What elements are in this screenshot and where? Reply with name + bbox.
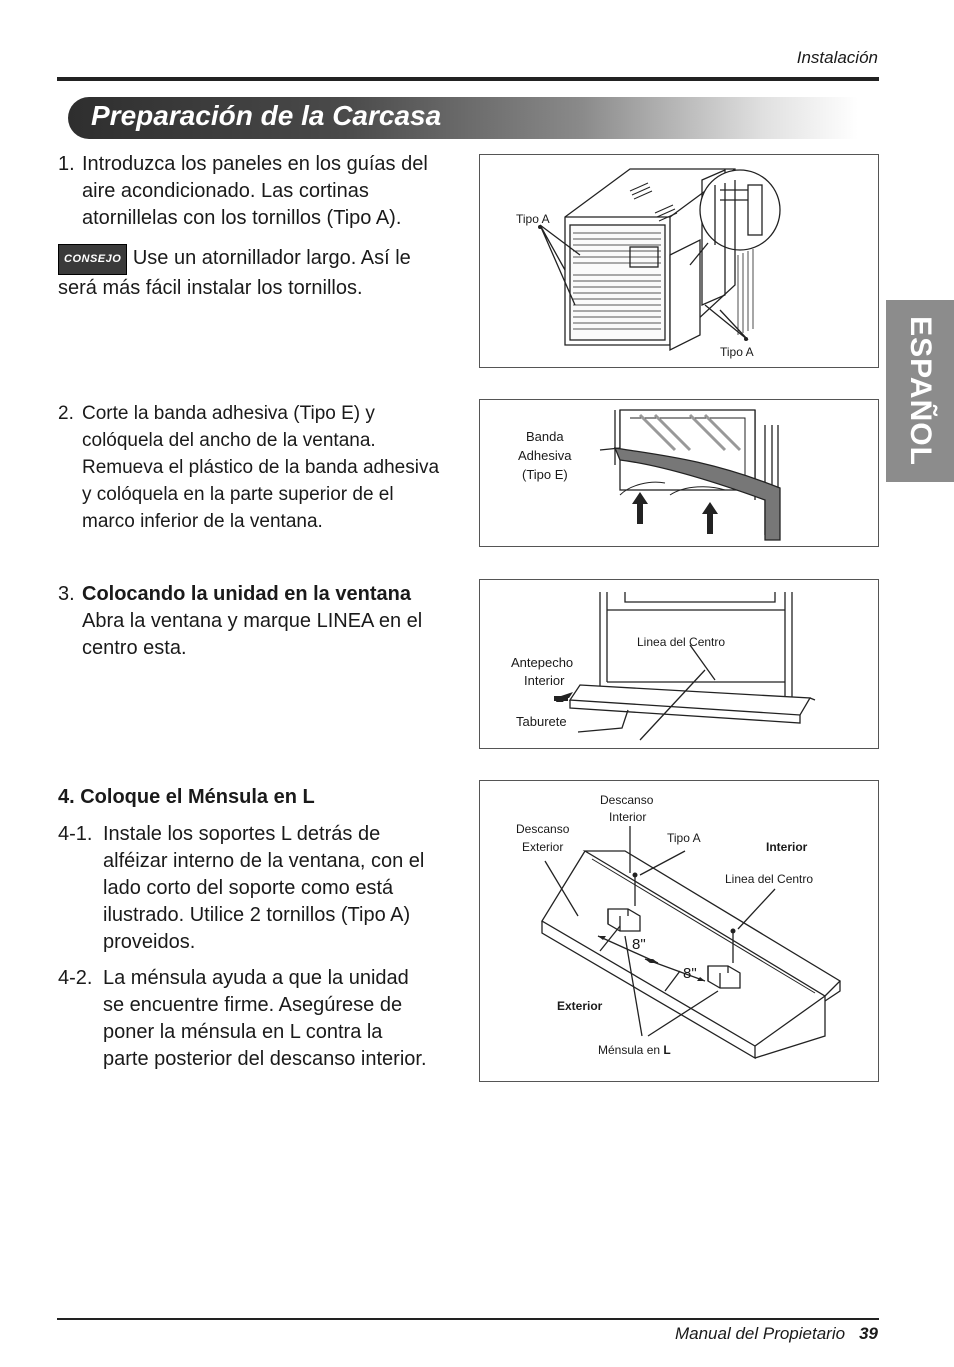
step3-number: 3. <box>58 583 75 605</box>
figure-panels-install <box>479 154 879 368</box>
step2-text <box>58 400 473 535</box>
fig3-label-taburete: Taburete <box>516 714 567 729</box>
step4-1-line: ilustrado. Utilice 2 tornillos (Tipo A) <box>103 904 411 926</box>
fig4-desc-ext-2: Exterior <box>522 840 564 854</box>
fig4-centro: Linea del Centro <box>725 872 814 886</box>
fig2-label-1: Banda <box>526 429 564 444</box>
ac-unit-illustration <box>480 155 880 369</box>
step4-2-text <box>58 965 473 1073</box>
step4-2-number: 4-2. <box>58 967 93 989</box>
fig4-interior: Interior <box>766 840 808 854</box>
fig1-label-tipo-a: Tipo A <box>516 212 550 226</box>
header-rule <box>57 77 879 81</box>
fig4-desc-int-1: Descanso <box>600 793 654 807</box>
step3-text <box>58 581 473 662</box>
fig3-label-interior: Interior <box>524 673 565 688</box>
fig4-desc-ext-1: Descanso <box>516 822 570 836</box>
step4-1-text <box>58 821 473 956</box>
step2-line: colóquela del ancho de la ventana. <box>82 430 376 451</box>
step4-2-line: parte posterior del descanso interior. <box>103 1048 427 1070</box>
step4-2-line: se encuentre firme. Asegúrese de <box>103 994 403 1016</box>
fig4-desc-int-2: Interior <box>609 810 647 824</box>
step1-text <box>58 151 473 232</box>
step4-1-line: proveidos. <box>103 931 196 953</box>
fig4-dim-2: 8" <box>683 965 697 982</box>
footer <box>675 1324 878 1344</box>
step4-2-line: La ménsula ayuda a que la unidad <box>103 967 409 989</box>
figure-adhesive-strip <box>479 399 879 547</box>
step4-2-line: poner la ménsula en L contra la <box>103 1021 383 1043</box>
step2-line: Corte la banda adhesiva (Tipo E) y <box>82 403 375 424</box>
step2-line: y colóquela en la parte superior de el <box>82 484 394 505</box>
step4-heading: 4. Coloque el Ménsula en L <box>58 786 315 808</box>
tip-line: Use un atornillador largo. Así le <box>132 247 411 269</box>
fig4-mensula-text: Ménsula en <box>598 1043 664 1057</box>
step4-1-line: alféizar interno de la ventana, con el <box>103 850 425 872</box>
fig1-label-tipo-a-2: Tipo A <box>720 345 754 359</box>
fig3-label-antepecho: Antepecho <box>511 655 574 670</box>
step1-line: Introduzca los paneles en los guías del <box>82 153 428 175</box>
tip-text <box>58 244 473 302</box>
step3-line: centro esta. <box>82 637 187 659</box>
fig2-label-3: (Tipo E) <box>522 467 568 482</box>
consejo-badge: CONSEJO <box>58 244 127 275</box>
language-tab-label: ESPAÑOL <box>904 316 937 466</box>
step1-line: aire acondicionado. Las cortinas <box>82 180 369 202</box>
fig4-exterior: Exterior <box>557 999 603 1013</box>
step1-line: atornillelas con los tornillos (Tipo A). <box>82 207 402 229</box>
footer-manual: Manual del Propietario <box>674 1324 846 1343</box>
tip-line: será más fácil instalar los tornillos. <box>58 277 363 299</box>
fig4-tipo-a: Tipo A <box>667 831 701 845</box>
figure-window-sill <box>479 579 879 749</box>
section-name: Instalación <box>796 48 878 67</box>
fig3-label-centro: Linea del Centro <box>637 635 726 649</box>
fig2-label-2: Adhesiva <box>518 448 572 463</box>
step3-line: Abra la ventana y marque LINEA en el <box>82 610 423 632</box>
step3-heading: Colocando la unidad en la ventana <box>82 583 411 605</box>
step2-line: Remueva el plástico de la banda adhesiva <box>82 457 440 478</box>
fig4-dim-1: 8" <box>632 936 646 953</box>
fig4-mensula <box>598 1041 671 1059</box>
figure-l-bracket <box>479 780 879 1082</box>
step4-1-line: lado corto del soporte como está <box>103 877 394 899</box>
page-number: 39 <box>859 1324 878 1343</box>
page-title: Preparación de la Carcasa <box>91 100 442 131</box>
step1-number: 1. <box>58 153 75 175</box>
step2-line: marco inferior de la ventana. <box>82 511 323 532</box>
step4-1-number: 4-1. <box>58 823 93 845</box>
step4-1-line: Instale los soportes L detrás de <box>103 823 381 845</box>
footer-rule <box>57 1318 879 1320</box>
fig4-mensula-l: L <box>663 1043 671 1057</box>
step2-number: 2. <box>58 403 74 424</box>
